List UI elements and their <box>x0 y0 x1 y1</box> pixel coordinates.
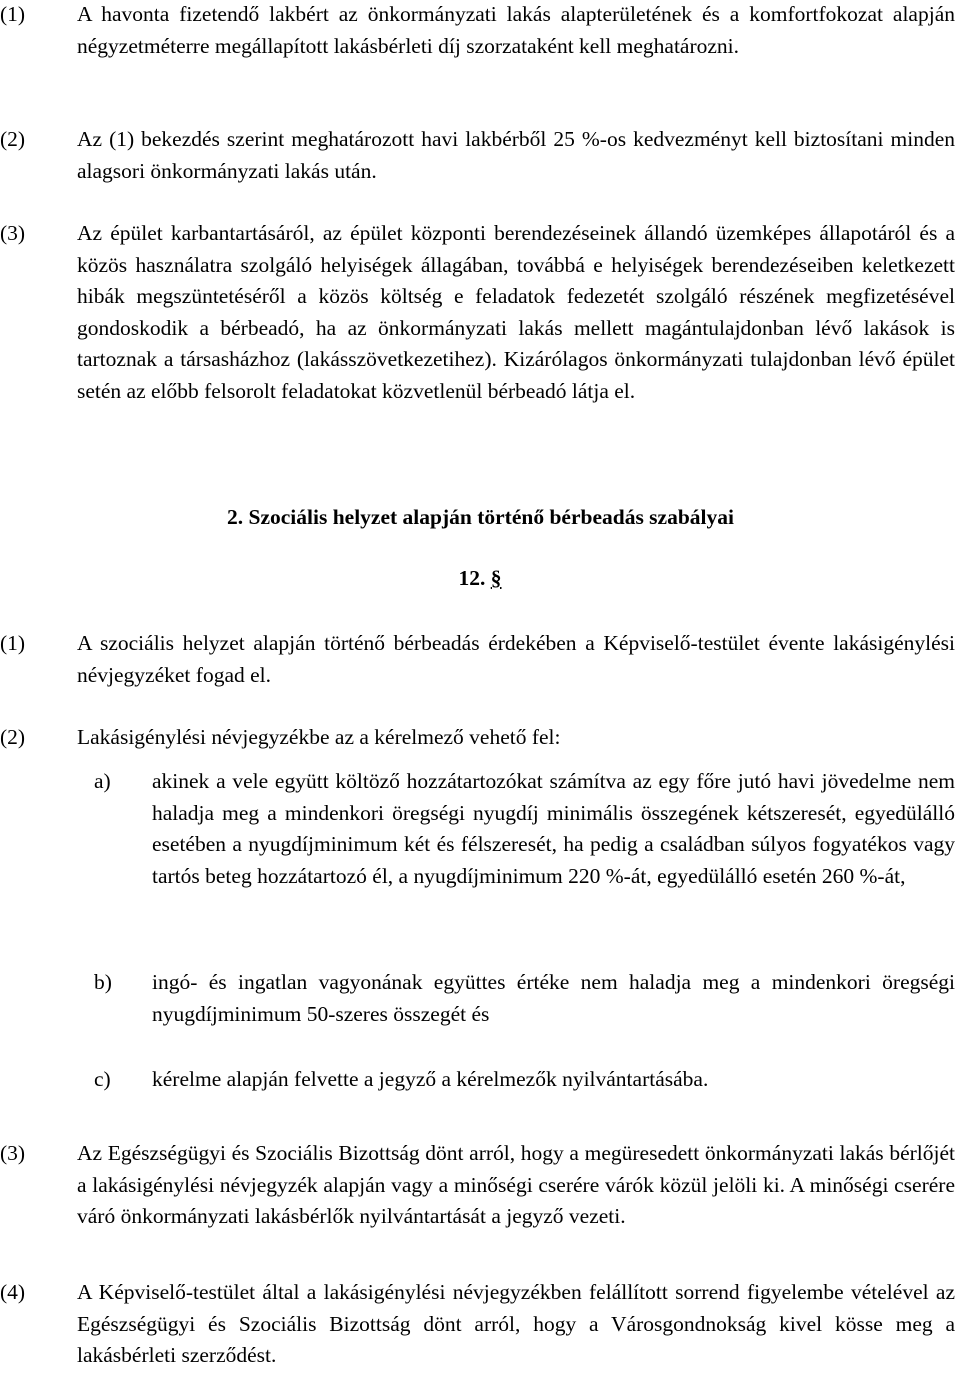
paragraph-text: Az (1) bekezdés szerint meghatározott havi lakbérből 25 %-os kedvezményt kell biztosítani minden alagsori önkormányzati lakás után. <box>77 127 955 183</box>
paragraph-text: A Képviselő-testület által a lakásigénylési névjegyzékben felállított sorrend figyelembe vételével az Egészségügyi és Szociális Bizottság dönt arról, hogy a Városgondnokság kivel kösse meg a lakásbérleti szerződést. <box>77 1280 955 1367</box>
paragraph-text: Az épület karbantartásáról, az épület központi berendezéseinek állandó üzemképes állapotáról és a közös használatra szolgáló helyiségek állagában, továbbá e helyiségek berendezéseiben keletkezett hibák megszüntetéséről a közös költség e feladatok fedezetét szolgáló részének megfizetésével gondoskodik a bérbeadó, ha az önkormányzati lakás mellett magántulajdonban lévő lakások is tartoznak a társasházhoz (lakásszövetkezetihez). Kizárólagos önkormányzati tulajdonban lévő épület setén az előbb felsorolt feladatokat közvetlenül bérbeadó látja el. <box>77 221 955 403</box>
section-heading <box>0 502 960 534</box>
paragraph-number: (4) <box>0 1280 26 1304</box>
article-paragraph-2 <box>0 722 955 754</box>
article-paragraph-1 <box>0 628 955 691</box>
paragraph-2 <box>0 124 955 187</box>
sub-item-text: akinek a vele együtt költöző hozzátartozókat számítva az egy főre jutó havi jövedelme nem haladja meg a mindenkori öregségi nyugdíj minimális összegének kétszeresét, egyedülálló esetében a nyugdíjminimum két és félszeresét, ha pedig a családban súlyos fogyatékos vagy tartós beteg hozzátartozó él, a nyugdíjminimum 220 %-át, egyedülálló esetén 260 %-át, <box>152 769 955 888</box>
sub-item-b <box>77 967 955 1030</box>
paragraph-number: (3) <box>0 221 26 245</box>
sub-item-letter: a) <box>94 769 111 793</box>
paragraph-3 <box>0 218 955 407</box>
paragraph-text: A szociális helyzet alapján történő bérbeadás érdekében a Képviselő-testület évente lakásigénylési névjegyzéket fogad el. <box>77 631 955 687</box>
paragraph-text: Lakásigénylési névjegyzékbe az a kérelmező vehető fel: <box>77 725 561 749</box>
sub-item-letter: b) <box>94 970 112 994</box>
article-paragraph-4 <box>0 1277 955 1372</box>
article-number <box>0 563 960 595</box>
article-number-value: 12. <box>458 566 486 590</box>
paragraph-1 <box>0 0 955 62</box>
paragraph-number: (3) <box>0 1141 26 1165</box>
paragraph-number: (1) <box>0 2 26 26</box>
paragraph-text: Az Egészségügyi és Szociális Bizottság dönt arról, hogy a megüresedett önkormányzati lakás bérlőjét a lakásigénylési névjegyzék alapján vagy a minőségi cserére várók közül jelöli ki. A minőségi cserére váró önkormányzati lakásbérlők nyilvántartását a jegyző vezeti. <box>77 1141 955 1228</box>
sub-item-text: ingó- és ingatlan vagyonának együttes értéke nem haladja meg a mindenkori öregségi nyugdíjminimum 50-szeres összegét és <box>152 970 955 1026</box>
paragraph-number: (2) <box>0 725 26 749</box>
section-symbol: § <box>490 566 502 590</box>
paragraph-number: (2) <box>0 127 26 151</box>
sub-item-a <box>77 766 955 892</box>
paragraph-number: (1) <box>0 631 26 655</box>
sub-item-c <box>77 1064 955 1096</box>
sub-item-letter: c) <box>94 1067 111 1091</box>
article-paragraph-3 <box>0 1138 955 1233</box>
paragraph-text: A havonta fizetendő lakbért az önkormányzati lakás alapterületének és a komfortfokozat alapján négyzetméterre megállapított lakásbérleti díj szorzataként kell meghatározni. <box>77 2 955 58</box>
section-heading-text: 2. Szociális helyzet alapján történő bérbeadás szabályai <box>226 505 734 529</box>
sub-item-text: kérelme alapján felvette a jegyző a kérelmezők nyilvántartásába. <box>152 1067 709 1091</box>
